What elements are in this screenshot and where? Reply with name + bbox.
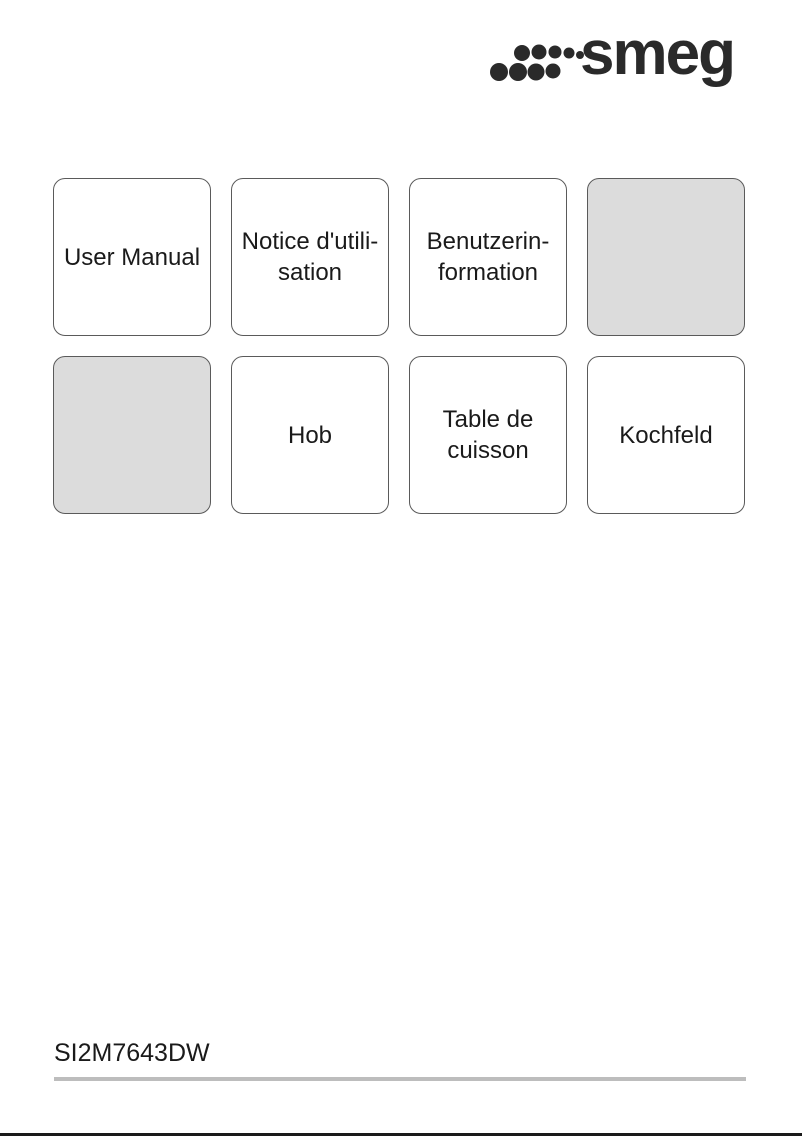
tile-blank-shaded xyxy=(53,356,211,514)
smeg-logo xyxy=(488,19,750,90)
model-number: SI2M7643DW xyxy=(54,1039,210,1067)
language-tiles xyxy=(53,178,746,514)
tile-label: Table de cuisson xyxy=(442,406,534,464)
tile-user-manual xyxy=(53,178,211,336)
logo-dots-icon xyxy=(488,36,584,90)
tile-hob xyxy=(231,356,389,514)
tile-benutzerinformation xyxy=(409,178,567,336)
tile-notice-utilisation xyxy=(231,178,389,336)
tile-label: Benutzerin- formation xyxy=(426,228,550,286)
tile-label: User Manual xyxy=(63,243,201,271)
tile-label: Hob xyxy=(287,421,333,449)
tile-blank-shaded xyxy=(587,178,745,336)
tile-label: Kochfeld xyxy=(619,421,713,449)
tile-kochfeld xyxy=(587,356,745,514)
logo-wordmark: smeg xyxy=(580,19,734,88)
model-underline-divider xyxy=(54,1077,746,1081)
tile-label: Notice d'utili- sation xyxy=(241,228,379,286)
tile-table-de-cuisson xyxy=(409,356,567,514)
